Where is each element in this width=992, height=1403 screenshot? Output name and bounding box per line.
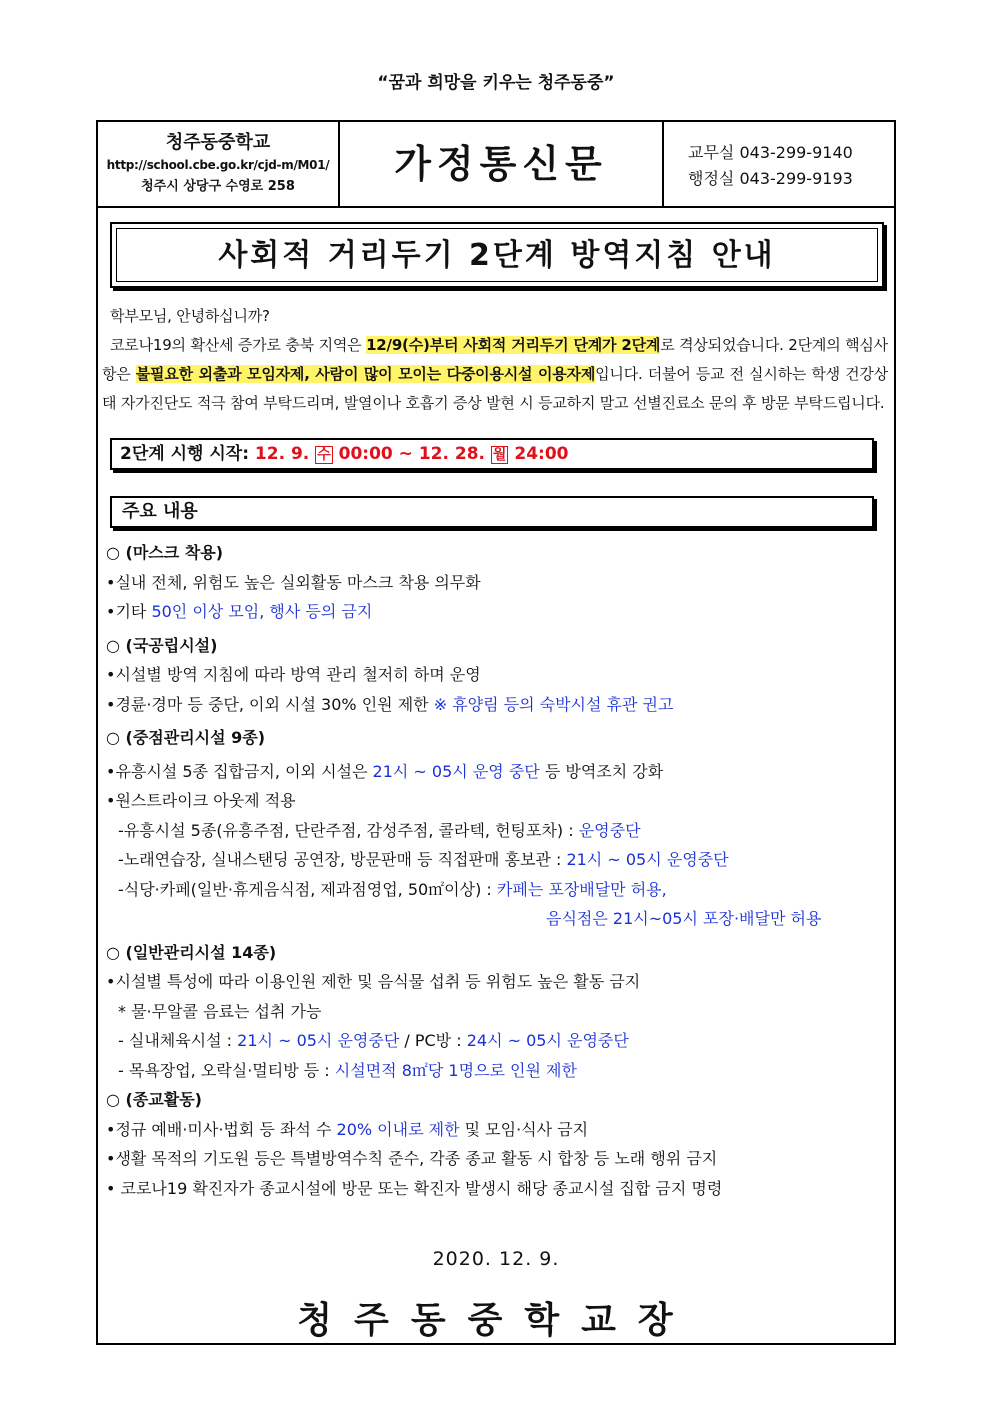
period-tilde: ~: [398, 444, 413, 464]
section-key-title: ○ (중점관리시설 9종): [106, 728, 266, 747]
list-item: [106, 1115, 890, 1145]
period-end: 12. 28.: [418, 444, 485, 464]
intro-body: [102, 331, 888, 418]
section-mask-title: ○ (마스크 착용): [106, 543, 224, 562]
intro-text-3: 입니다. 더불어 등교 전 실시하는 학생 건강상태 자가진단도 적극 참여 부탁드리며, 발열이나 호흡기 증상 발현 시 등교하지 말고 선별진료소 문의 후 방문 부탁드립니다.: [102, 365, 889, 412]
item-text: -식당·카페(일반·휴게음식점, 제과점영업, 50㎡이상) :: [118, 879, 497, 899]
item-emphasis: 21시 ~ 05시 운영중단: [566, 850, 729, 869]
issue-date: 2020. 12. 9.: [432, 1248, 560, 1270]
item-emphasis: 카페는 포장배달만 허용,: [496, 879, 667, 899]
contact-admin: 행정실 043-299-9193: [688, 169, 853, 188]
item-text: •경륜·경마 등 중단, 이외 시설 30% 인원 제한: [106, 694, 434, 714]
school-info: [98, 122, 340, 206]
item-text: - 목욕장업, 오락실·멀티방 등 :: [118, 1060, 335, 1080]
intro-text-1: 코로나19의 확산세 증가로 충북 지역은: [110, 336, 367, 354]
intro-paragraph: [102, 302, 888, 418]
contact-info: [664, 122, 894, 206]
item-text: •기타: [106, 602, 152, 621]
intro-text-2: 로 격상되었습니다. 2단계의 핵심사항은: [102, 336, 888, 383]
main-content-heading: 주요 내용: [110, 496, 874, 528]
main-content: [106, 538, 890, 1203]
highlight-facilities: 사람이 많이 모이는 다중이용시설 이용자제: [315, 365, 596, 383]
item-text: 등 방역조치 강화: [539, 761, 664, 781]
school-address: 청주시 상당구 수영로 258: [141, 179, 295, 194]
item-emphasis: 시설면적 8㎡당 1명으로 인원 제한: [334, 1060, 577, 1080]
period-end-day: 월: [492, 447, 507, 463]
highlight-level: 12/9(수)부터 사회적 거리두기 단계가 2단계: [366, 336, 661, 354]
list-item: • 코로나19 확진자가 종교시설에 방문 또는 확진자 발생시 해당 종교시설 집합 금지 명령: [106, 1178, 723, 1198]
list-item: •시설별 특성에 따라 이용인원 제한 및 음식물 섭취 등 위험도 높은 활동 금지: [106, 972, 641, 991]
list-item: •원스트라이크 아웃제 적용: [106, 791, 296, 810]
period-box: [110, 438, 874, 470]
item-text: -노래연습장, 실내스탠딩 공연장, 방문판매 등 직접판매 홍보관 :: [118, 850, 567, 869]
period-end-time: 24:00: [514, 444, 569, 464]
list-item: [106, 845, 890, 875]
item-emphasis: 50인 이상 모임, 행사 등의 금지: [151, 602, 373, 621]
period-start-day: 수: [317, 447, 331, 463]
list-item: * 물·무알콜 음료는 섭취 가능: [118, 1001, 322, 1021]
newsletter-title: 가정통신문: [340, 122, 664, 206]
item-text: / PC방 :: [399, 1031, 467, 1050]
item-emphasis: 운영중단: [578, 820, 641, 840]
highlight-sep: ,: [304, 365, 316, 383]
newsletter-frame: [96, 120, 896, 1345]
item-text: •유흥시설 5종 집합금지, 이외 시설은: [106, 761, 373, 781]
contact-office: 교무실 043-299-9140: [688, 143, 853, 162]
highlight-outing: 불필요한 외출과 모임자제: [135, 365, 305, 383]
item-text: -유흥시설 5종(유흥주점, 단란주점, 감성주점, 콜라텍, 헌팅포차) :: [118, 820, 579, 840]
item-emphasis: 24시 ~ 05시 운영중단: [466, 1031, 629, 1050]
list-item: [106, 690, 890, 720]
item-text: •정규 예배·미사·법회 등 좌석 수: [106, 1119, 337, 1139]
period-start: 12. 9.: [254, 444, 310, 464]
item-emphasis: 21시 ~ 05시 운영 중단: [372, 761, 540, 781]
section-religion-title: ○ (종교활동): [106, 1090, 202, 1109]
list-item: •생활 목적의 기도원 등은 특별방역수칙 준수, 각종 종교 활동 시 합창 등 노래 행위 금지: [106, 1149, 718, 1168]
list-item: [106, 757, 890, 787]
item-emphasis: ※ 휴양림 등의 숙박시설 휴관 권고: [433, 694, 674, 714]
principal-signature: 청주동중학교장: [297, 1300, 695, 1341]
list-item: [106, 875, 890, 905]
notice-title-box: [110, 222, 884, 288]
item-emphasis: 21시 ~ 05시 운영중단: [237, 1031, 400, 1050]
list-item: [106, 1056, 890, 1086]
list-item: [106, 1026, 890, 1056]
item-text: 및 모임·식사 금지: [459, 1119, 589, 1139]
newsletter-header: [98, 122, 894, 208]
school-motto: “꿈과 희망을 키우는 청주동중”: [377, 73, 615, 93]
item-text: - 실내체육시설 :: [118, 1031, 238, 1050]
list-item: [106, 597, 890, 627]
notice-title: 사회적 거리두기 2단계 방역지침 안내: [116, 228, 878, 282]
list-item: [106, 816, 890, 846]
list-item: •실내 전체, 위험도 높은 실외활동 마스크 착용 의무화: [106, 572, 481, 592]
section-public-title: ○ (국공립시설): [106, 635, 218, 655]
school-name: 청주동중학교: [165, 132, 271, 153]
period-label: 2단계 시행 시작:: [120, 444, 249, 464]
list-item: 음식점은 21시~05시 포장·배달만 허용: [546, 909, 822, 928]
item-emphasis: 20% 이내로 제한: [336, 1119, 460, 1139]
section-general-title: ○ (일반관리시설 14종): [106, 942, 277, 962]
greeting: 학부모님, 안녕하십니까?: [110, 307, 270, 325]
list-item: •시설별 방역 지침에 따라 방역 관리 철저히 하며 운영: [106, 665, 481, 684]
period-start-time: 00:00: [338, 444, 393, 464]
school-url[interactable]: http://school.cbe.go.kr/cjd-m/M01/: [106, 158, 330, 172]
